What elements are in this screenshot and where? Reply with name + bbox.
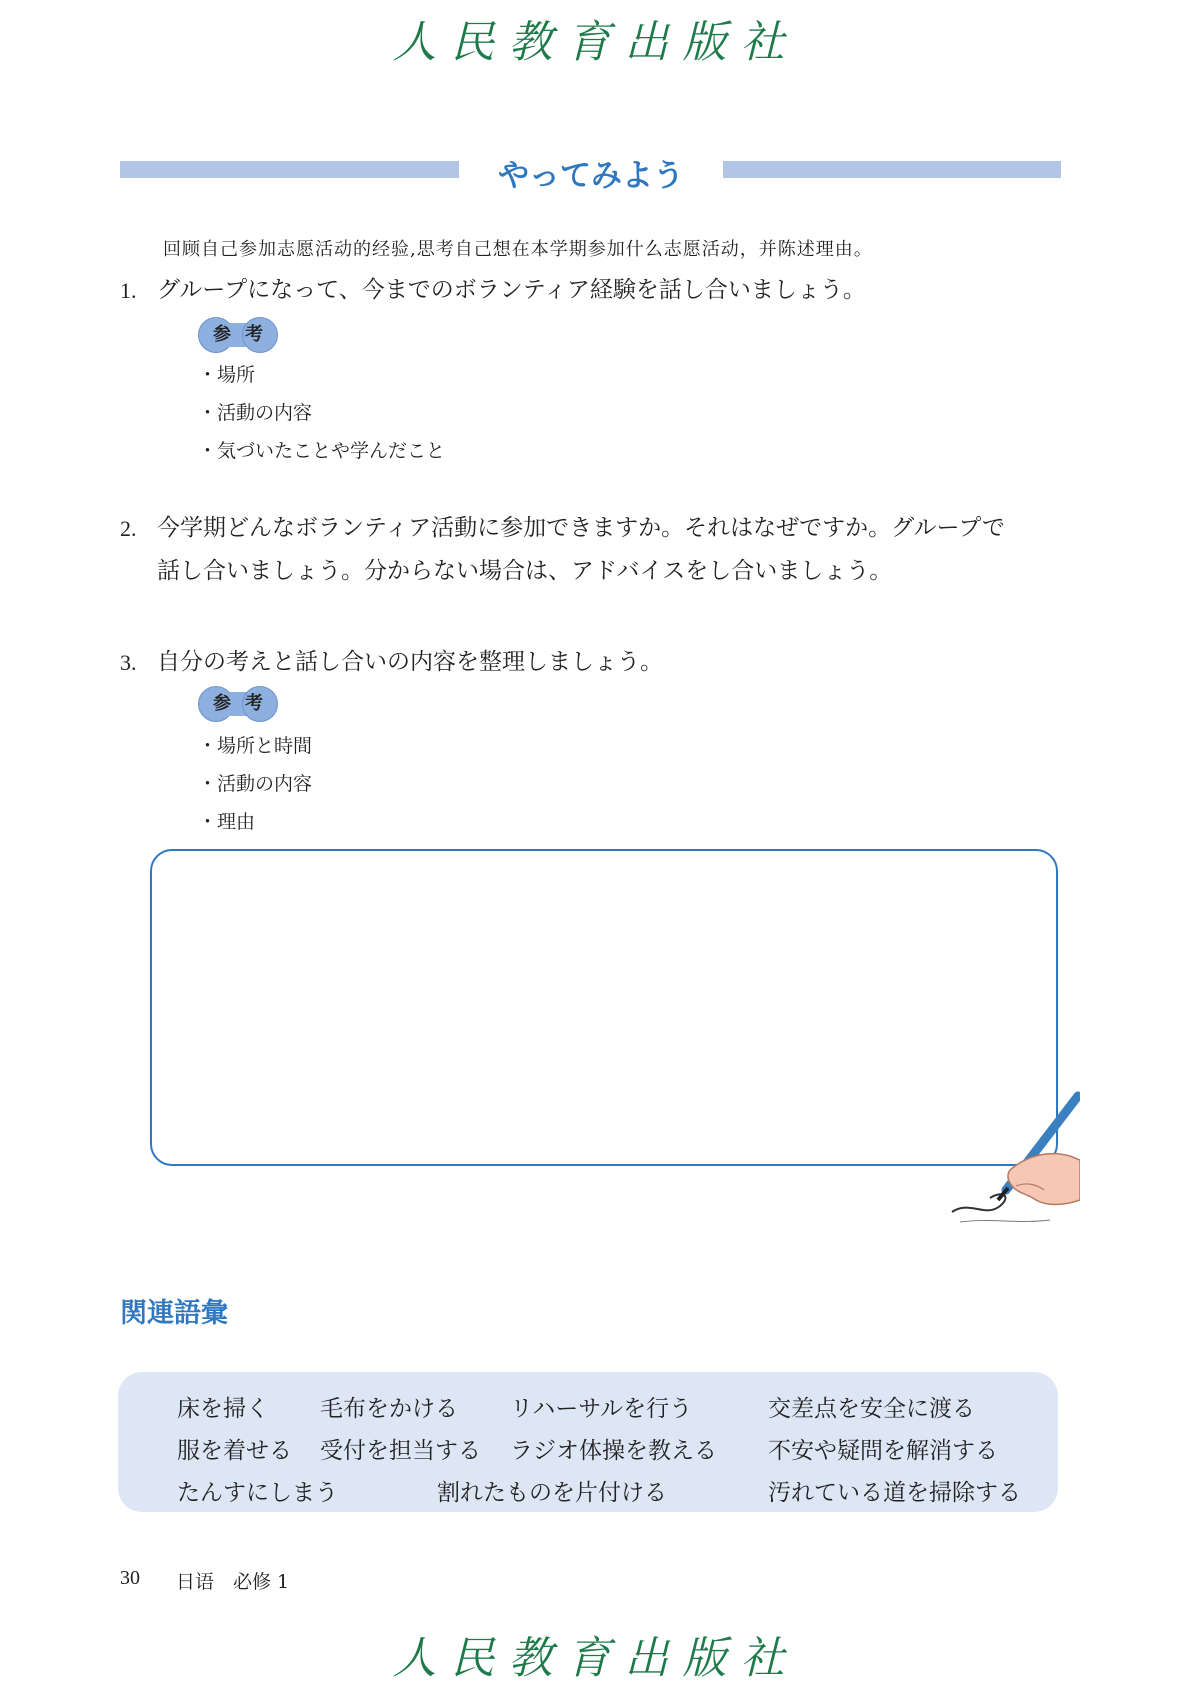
intro-text: 回顾自己参加志愿活动的经验,思考自己想在本学期参加什么志愿活动，并陈述理由。: [163, 239, 873, 260]
publisher-logo-bottom: 人民教育出版社: [392, 1633, 799, 1684]
reference2-item: ・理由: [198, 811, 256, 833]
vocab-word: 毛布をかける: [320, 1396, 458, 1422]
reference-badge-label: 参考: [213, 324, 277, 345]
title-bar-right: [723, 161, 1061, 178]
vocab-word: 交差点を安全に渡る: [768, 1396, 975, 1422]
item-1-text: グループになって、今までのボランティア経験を話し合いましょう。: [157, 277, 866, 303]
item-2-number: 2.: [120, 516, 137, 541]
vocab-word: 汚れている道を掃除する: [768, 1480, 1021, 1506]
vocab-word: たんすにしまう: [177, 1480, 338, 1506]
vocab-heading: 関連語彙: [120, 1298, 228, 1329]
reference1-item: ・活動の内容: [198, 402, 313, 424]
vocab-word: 割れたものを片付ける: [437, 1480, 667, 1506]
vocab-word: 床を掃く: [177, 1396, 269, 1422]
reference2-item: ・場所と時間: [198, 735, 313, 757]
vocab-word: 不安や疑問を解消する: [768, 1438, 998, 1464]
vocab-word: ラジオ体操を教える: [510, 1438, 717, 1464]
item-1-number: 1.: [120, 278, 137, 303]
reference-badge-label: 参考: [213, 693, 277, 714]
page-number: 30: [120, 1567, 140, 1589]
reference1-item: ・気づいたことや学んだこと: [198, 440, 446, 462]
vocab-word: 受付を担当する: [320, 1438, 481, 1464]
title-bar-left: [120, 161, 459, 178]
section-title: やってみよう: [498, 158, 684, 194]
item-2-line-1: 今学期どんなボランティア活動に参加できますか。それはなぜですか。グループで: [157, 515, 1006, 541]
item-3-text: 自分の考えと話し合いの内容を整理しましょう。: [157, 649, 663, 675]
answer-writing-box[interactable]: [150, 849, 1058, 1166]
vocab-word: 服を着せる: [177, 1438, 292, 1464]
item-3-number: 3.: [120, 650, 137, 675]
reference2-item: ・活動の内容: [198, 773, 313, 795]
reference1-item: ・場所: [198, 364, 256, 386]
vocab-word: リハーサルを行う: [510, 1396, 693, 1422]
writing-hand-icon: [940, 1090, 1080, 1230]
book-title: 日语 必修 1: [176, 1571, 290, 1593]
item-2-line-2: 話し合いましょう。分からない場合は、アドバイスをし合いましょう。: [157, 558, 893, 584]
reference-badge-1: [198, 317, 278, 353]
reference-badge-2: [198, 686, 278, 722]
publisher-logo-top: 人民教育出版社: [392, 17, 799, 68]
